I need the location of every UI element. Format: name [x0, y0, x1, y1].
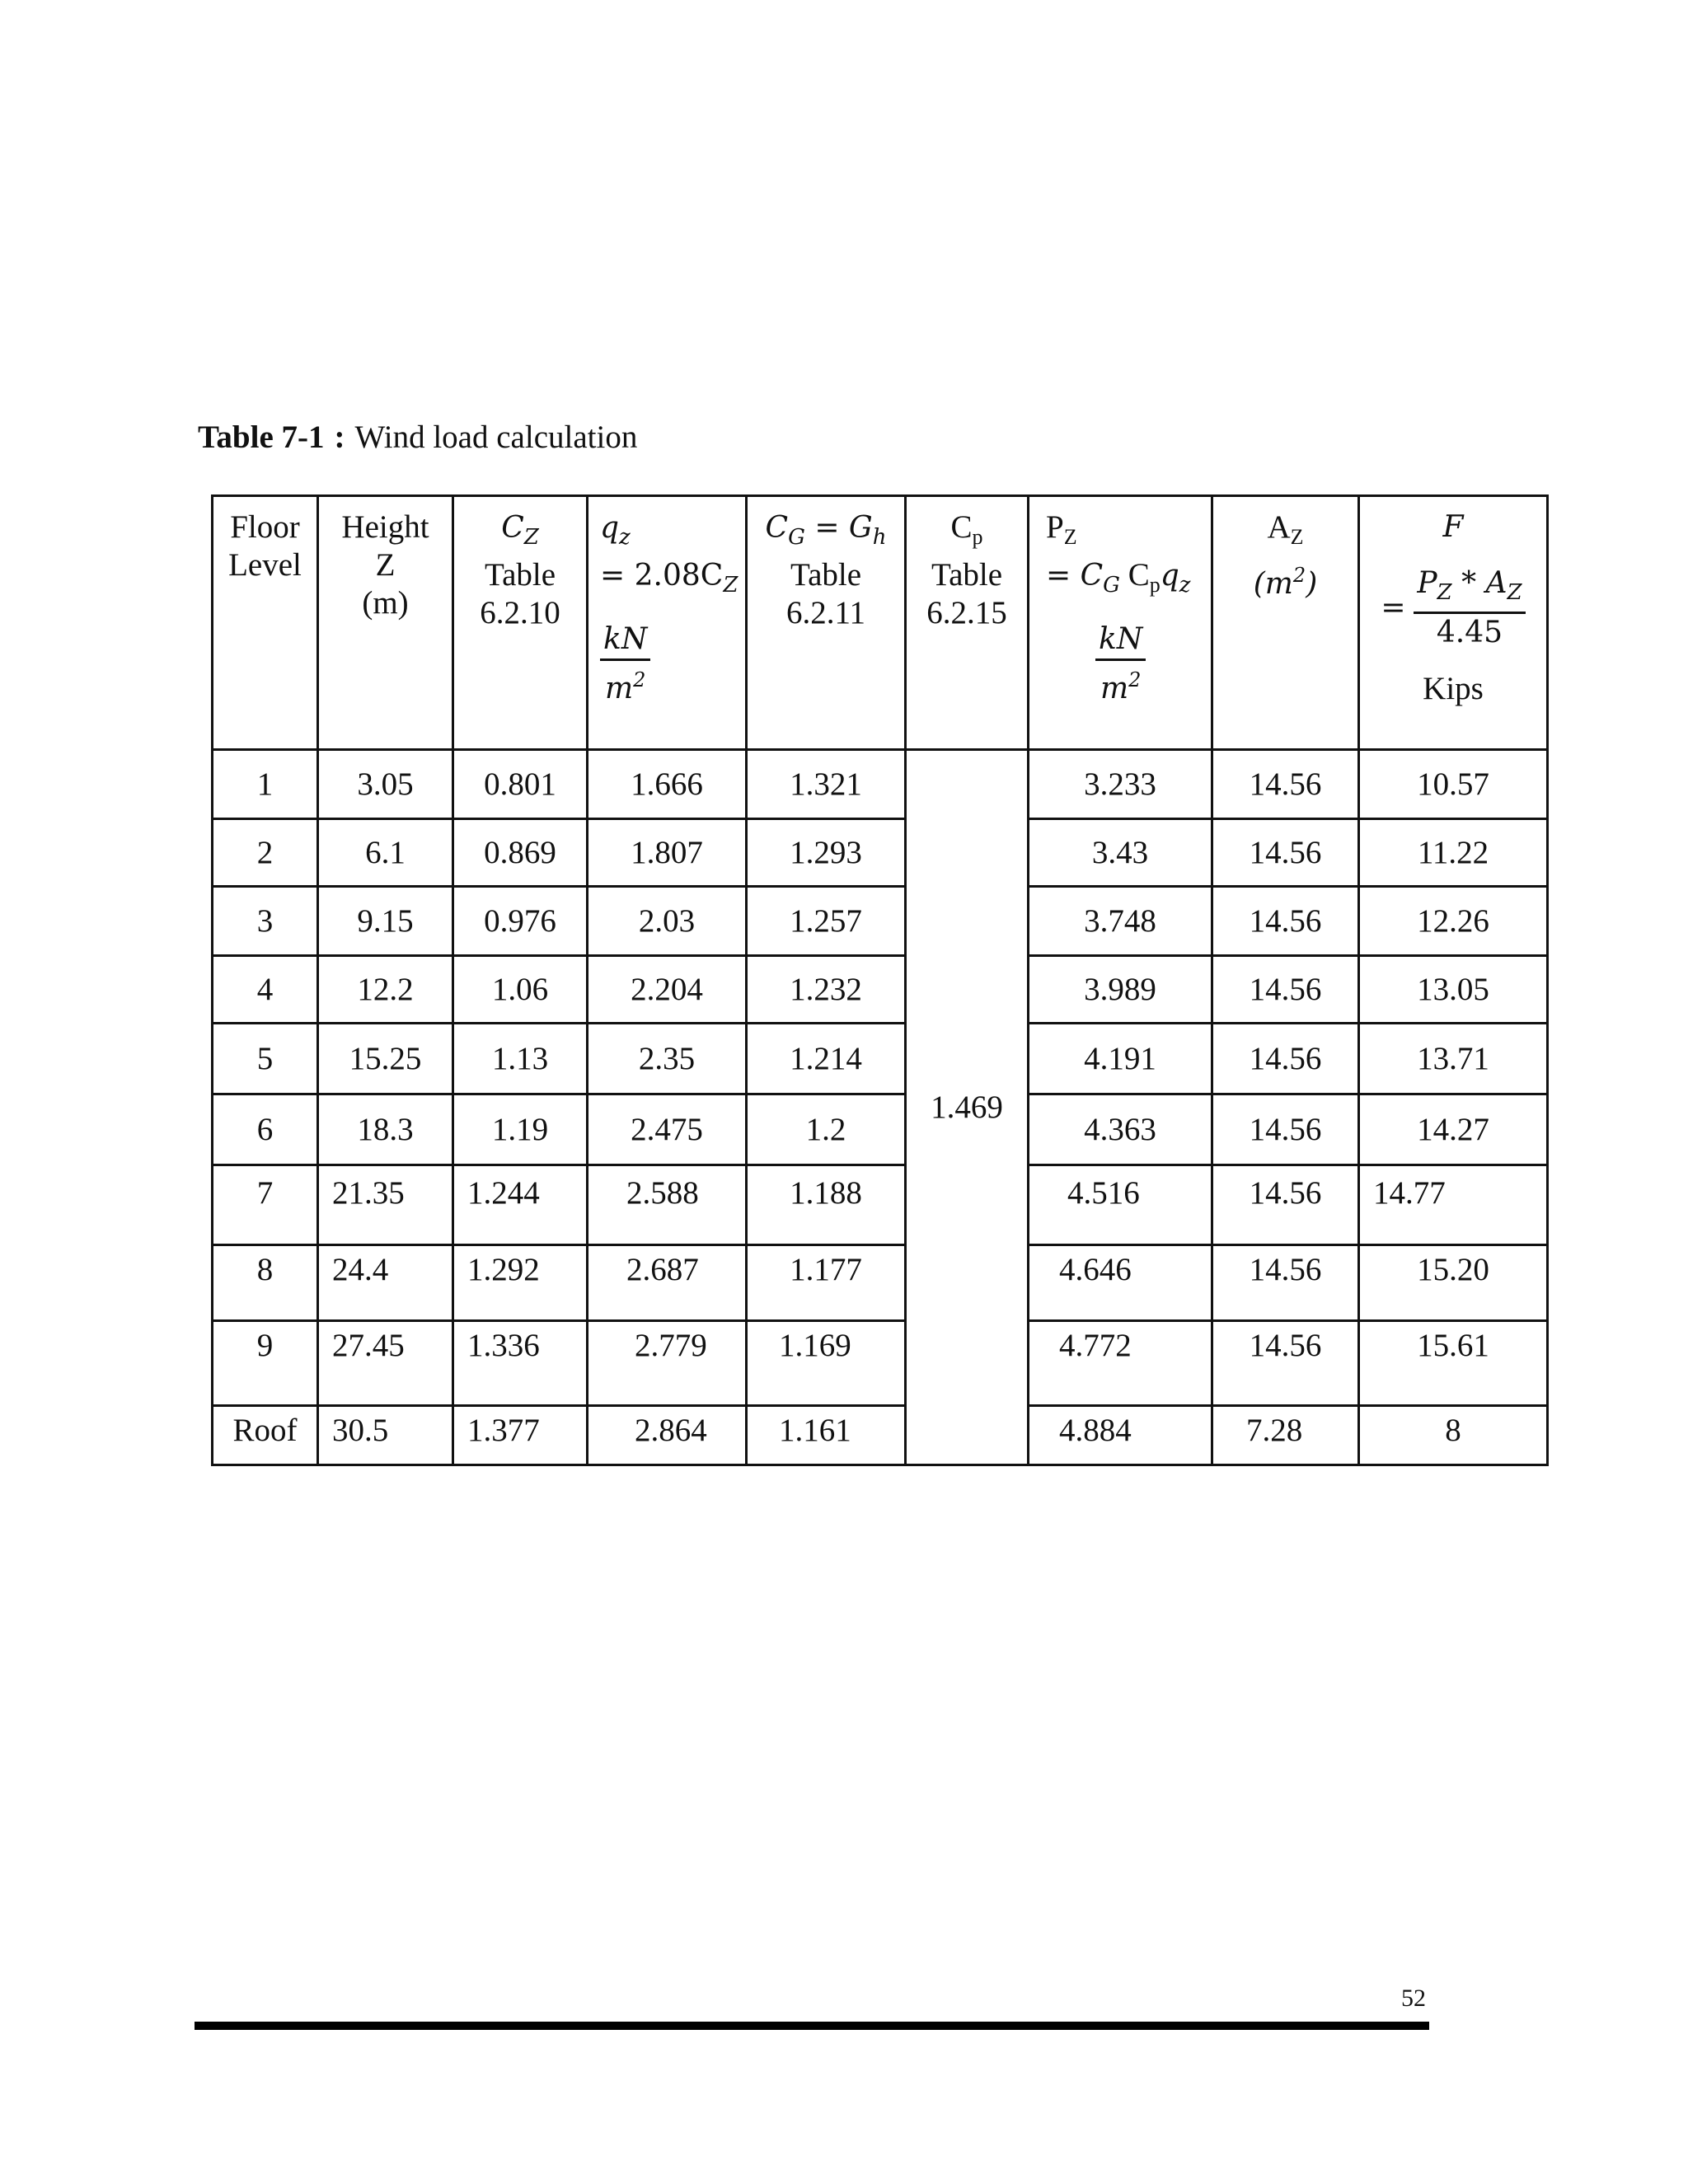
cell-floor: 7: [213, 1165, 318, 1245]
cell-qz: 2.588: [588, 1165, 747, 1245]
cell-cg: 1.177: [747, 1245, 906, 1321]
cell-az: 14.56: [1212, 1321, 1359, 1406]
cell-floor: Roof: [213, 1406, 318, 1465]
cell-az: 14.56: [1212, 956, 1359, 1024]
cell-pz: 4.884: [1029, 1406, 1212, 1465]
cell-qz: 1.666: [588, 750, 747, 819]
cell-height: 18.3: [318, 1094, 453, 1165]
cell-f: 8: [1359, 1406, 1548, 1465]
cell-qz: 2.35: [588, 1024, 747, 1094]
cell-f: 12.26: [1359, 887, 1548, 956]
cell-cp-merged: 1.469: [906, 750, 1029, 1465]
cell-f: 10.57: [1359, 750, 1548, 819]
cell-height: 30.5: [318, 1406, 453, 1465]
header-height: Height Z (m): [318, 496, 453, 750]
cell-cz: 1.06: [453, 956, 588, 1024]
cell-f: 13.71: [1359, 1024, 1548, 1094]
cell-pz: 4.363: [1029, 1094, 1212, 1165]
cell-height: 3.05: [318, 750, 453, 819]
table-row: [213, 819, 1548, 887]
table-row: [213, 1321, 1548, 1406]
cell-qz: 2.779: [588, 1321, 747, 1406]
page-number: 52: [1401, 1985, 1426, 2012]
cell-floor: 6: [213, 1094, 318, 1165]
cell-qz: 2.475: [588, 1094, 747, 1165]
table-caption-label: Table 7-1: [198, 419, 325, 455]
cell-f: 13.05: [1359, 956, 1548, 1024]
table-row: [213, 750, 1548, 819]
cell-cg: 1.321: [747, 750, 906, 819]
cell-cg: 1.2: [747, 1094, 906, 1165]
cell-floor: 5: [213, 1024, 318, 1094]
cell-az: 14.56: [1212, 1024, 1359, 1094]
cell-floor: 3: [213, 887, 318, 956]
cell-height: 27.45: [318, 1321, 453, 1406]
cell-f: 14.27: [1359, 1094, 1548, 1165]
cell-cg: 1.161: [747, 1406, 906, 1465]
header-f: F = $\frac{P_Z * A_Z}{4.45}$ Kips: [1359, 496, 1548, 750]
cell-pz: 4.772: [1029, 1321, 1212, 1406]
cell-pz: 4.191: [1029, 1024, 1212, 1094]
header-cg-gh: $C_G = G_h$ Table 6.2.11: [747, 496, 906, 750]
cell-cz: 1.19: [453, 1094, 588, 1165]
cell-cz: 1.292: [453, 1245, 588, 1321]
header-row: [213, 496, 1548, 750]
cell-cz: 1.244: [453, 1165, 588, 1245]
table-caption: [198, 419, 637, 456]
cell-floor: 8: [213, 1245, 318, 1321]
cell-az: 14.56: [1212, 1245, 1359, 1321]
cell-height: 6.1: [318, 819, 453, 887]
table-caption-separator: :: [334, 419, 345, 455]
cell-pz: 3.43: [1029, 819, 1212, 887]
cell-qz: 2.687: [588, 1245, 747, 1321]
cell-height: 15.25: [318, 1024, 453, 1094]
header-cp: $C_p$ Table 6.2.15: [906, 496, 1029, 750]
footer-rule: [195, 2022, 1429, 2030]
cell-floor: 9: [213, 1321, 318, 1406]
cell-height: 9.15: [318, 887, 453, 956]
cell-az: 14.56: [1212, 887, 1359, 956]
cell-pz: 3.233: [1029, 750, 1212, 819]
cell-floor: 2: [213, 819, 318, 887]
cell-qz: 1.807: [588, 819, 747, 887]
wind-load-table: [211, 494, 1549, 1466]
table-caption-text: Wind load calculation: [354, 419, 638, 455]
cell-cg: 1.257: [747, 887, 906, 956]
header-qz: $q_z$ = $2.08C_Z$ $\frac{kN}{m^2}$: [588, 496, 747, 750]
cell-cz: 0.976: [453, 887, 588, 956]
cell-cg: 1.214: [747, 1024, 906, 1094]
cell-pz: 4.516: [1029, 1165, 1212, 1245]
table-row: [213, 1245, 1548, 1321]
cell-az: 14.56: [1212, 1094, 1359, 1165]
cell-floor: 1: [213, 750, 318, 819]
cell-qz: 2.864: [588, 1406, 747, 1465]
cell-cz: 1.377: [453, 1406, 588, 1465]
cell-f: 15.61: [1359, 1321, 1548, 1406]
table-row: [213, 956, 1548, 1024]
table-row: [213, 887, 1548, 956]
table-row: [213, 1165, 1548, 1245]
header-cz: $C_Z$ Table 6.2.10: [453, 496, 588, 750]
cell-az: 14.56: [1212, 1165, 1359, 1245]
cell-qz: 2.204: [588, 956, 747, 1024]
cell-qz: 2.03: [588, 887, 747, 956]
cell-az: 7.28: [1212, 1406, 1359, 1465]
cell-f: 11.22: [1359, 819, 1548, 887]
cell-pz: 4.646: [1029, 1245, 1212, 1321]
cell-pz: 3.748: [1029, 887, 1212, 956]
cell-height: 24.4: [318, 1245, 453, 1321]
cell-cg: 1.293: [747, 819, 906, 887]
cell-cz: 1.336: [453, 1321, 588, 1406]
table-row: [213, 1024, 1548, 1094]
cell-f: 15.20: [1359, 1245, 1548, 1321]
header-floor-level: Floor Level: [213, 496, 318, 750]
table-row: [213, 1406, 1548, 1465]
header-az: $A_Z$ $(m^2)$: [1212, 496, 1359, 750]
cell-cz: 0.801: [453, 750, 588, 819]
cell-floor: 4: [213, 956, 318, 1024]
cell-height: 12.2: [318, 956, 453, 1024]
cell-cg: 1.232: [747, 956, 906, 1024]
cell-height: 21.35: [318, 1165, 453, 1245]
cell-az: 14.56: [1212, 750, 1359, 819]
cell-cg: 1.188: [747, 1165, 906, 1245]
cell-cz: 1.13: [453, 1024, 588, 1094]
cell-pz: 3.989: [1029, 956, 1212, 1024]
cell-cz: 0.869: [453, 819, 588, 887]
header-pz: $P_Z$ = $C_G$ $C_pq_z$ $\frac{kN}{m^2}$: [1029, 496, 1212, 750]
cell-az: 14.56: [1212, 819, 1359, 887]
cell-f: 14.77: [1359, 1165, 1548, 1245]
table-row: [213, 1094, 1548, 1165]
cell-cg: 1.169: [747, 1321, 906, 1406]
